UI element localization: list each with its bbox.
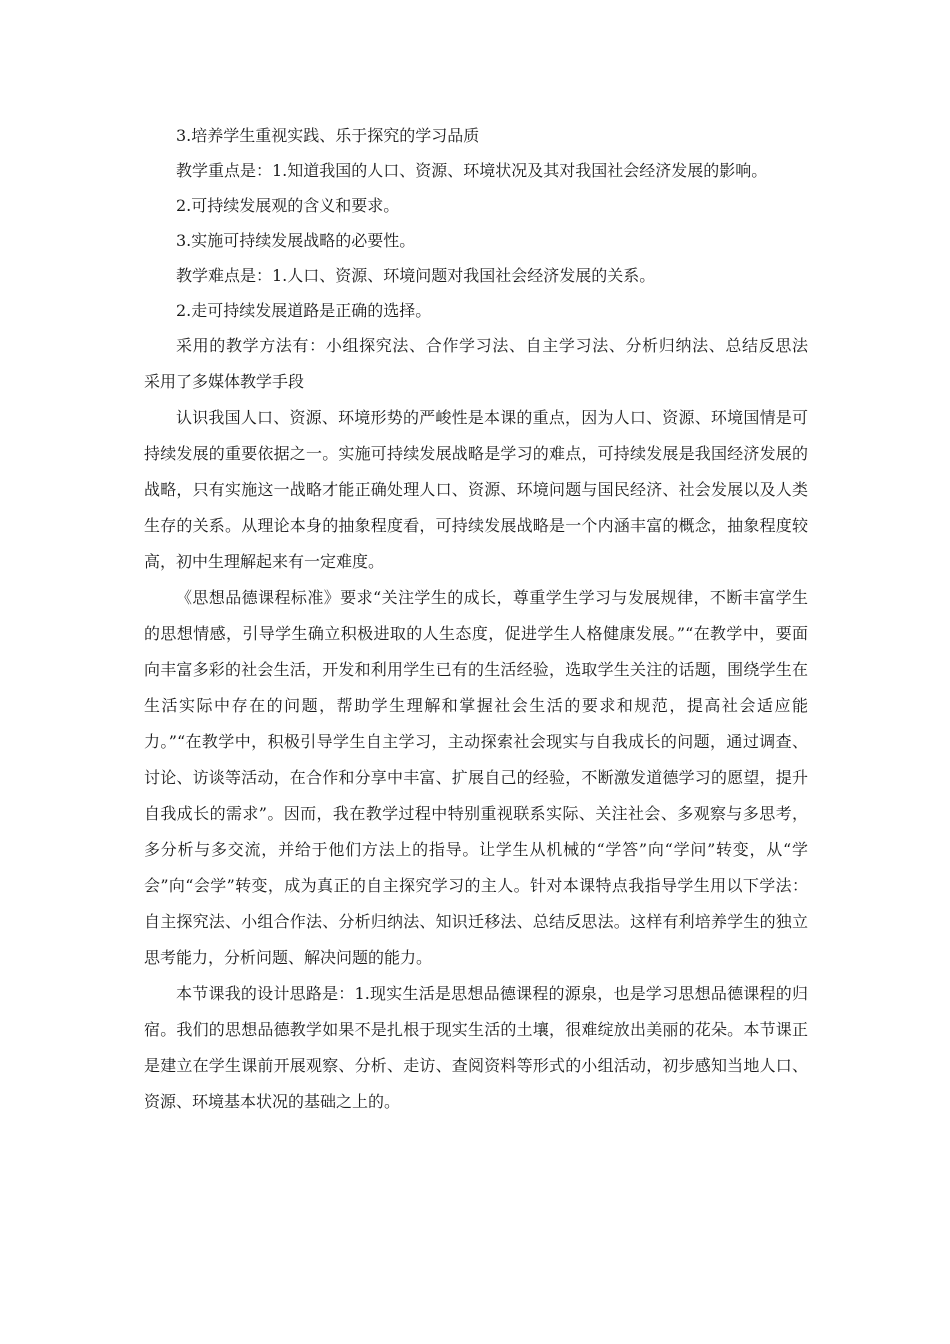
- difficult-points-line-2: 2.走可持续发展道路是正确的选择。: [176, 301, 432, 320]
- key-points-line-1: 教学重点是：1.知道我国的人口、资源、环境状况及其对我国社会经济发展的影响。: [176, 161, 768, 180]
- objective-line-3: 3.培养学生重视实践、乐于探究的学习品质: [176, 126, 480, 145]
- curriculum-standard-paragraph: 《思想品德课程标准》要求“关注学生的成长，尊重学生学习与发展规律，不断丰富学生的思想情感，引导学生确立积极进取的人生态度，促进学生人格健康发展。”“在教学中，要面向丰富多彩的社会生活，开发和利用学生已有的生活经验，选取学生关注的话题，围绕学生在生活实际中存在的问题，帮助学生理解和掌握社会生活的要求和规范，提高社会适应能力。”“在教学中，积极引导学生自主学习，主动探索社会现实与自我成长的问题，通过调查、讨论、访谈等活动，在合作和分享中丰富、扩展自己的经验，不断激发道德学习的愿望，提升自我成长的需求”。因而，我在教学过程中特别重视联系实际、关注社会、多观察与多思考，多分析与多交流，并给于他们方法上的指导。让学生从机械的“学答”向“学问”转变，从“学会”向“会学”转变，成为真正的自主探究学习的主人。针对本课特点我指导学生用以下学法：自主探究法、小组合作法、分析归纳法、知识迁移法、总结反思法。这样有利培养学生的独立思考能力，分析问题、解决问题的能力。: [144, 588, 808, 967]
- document-body: [144, 118, 825, 1120]
- key-points-line-2: 2.可持续发展观的含义和要求。: [176, 196, 400, 215]
- design-idea-paragraph: 本节课我的设计思路是：1.现实生活是思想品德课程的源泉，也是学习思想品德课程的归宿。我们的思想品德教学如果不是扎根于现实生活的土壤，很难绽放出美丽的花朵。本节课正是建立在学生课前开展观察、分析、走访、查阅资料等形式的小组活动，初步感知当地人口、资源、环境基本状况的基础之上的。: [144, 984, 808, 1111]
- difficult-points-line-1: 教学难点是：1.人口、资源、环境问题对我国社会经济发展的关系。: [176, 266, 656, 285]
- key-points-line-3: 3.实施可持续发展战略的必要性。: [176, 231, 416, 250]
- analysis-paragraph: 认识我国人口、资源、环境形势的严峻性是本课的重点，因为人口、资源、环境国情是可持续发展的重要依据之一。实施可持续发展战略是学习的难点，可持续发展是我国经济发展的战略，只有实施这一战略才能正确处理人口、资源、环境问题与国民经济、社会发展以及人类生存的关系。从理论本身的抽象程度看，可持续发展战略是一个内涵丰富的概念，抽象程度较高，初中生理解起来有一定难度。: [144, 408, 808, 571]
- teaching-methods-paragraph: 采用的教学方法有：小组探究法、合作学习法、自主学习法、分析归纳法、总结反思法 采用了多媒体教学手段: [144, 336, 825, 391]
